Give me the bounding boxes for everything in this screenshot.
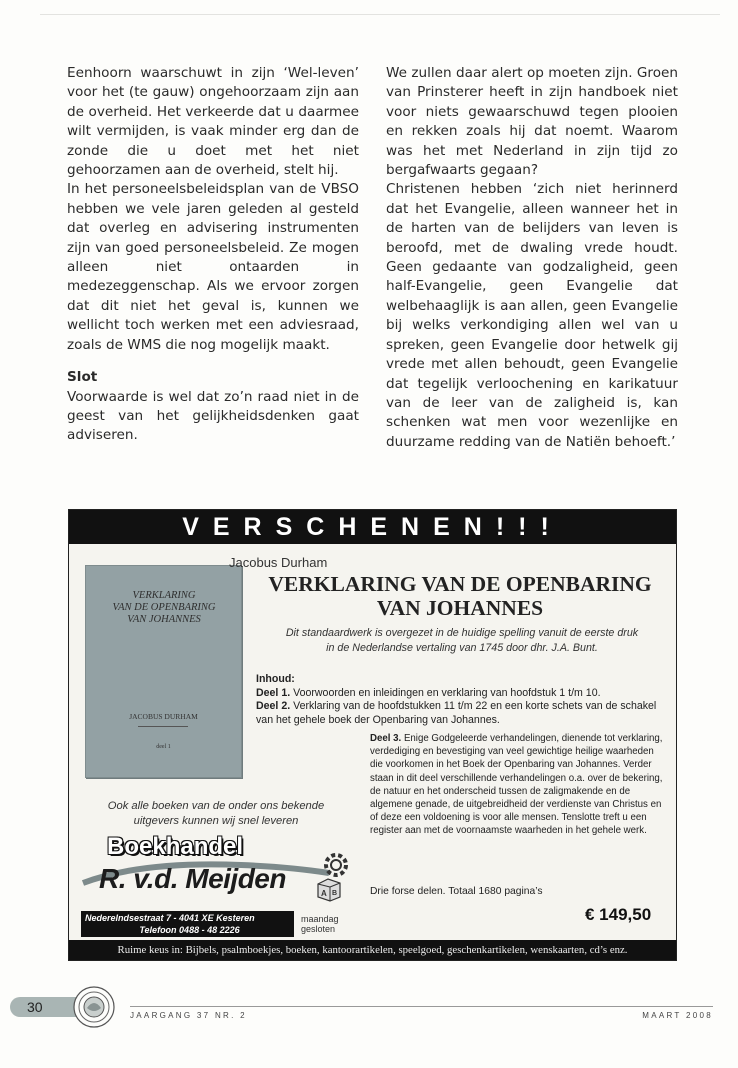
deel-text: Enige Godgeleerde verhandelingen, dienende tot verklaring, verdediging en bevestiging van veel gewichtige heilige waarheden die voorkomen in het Boek der Openbaring van Johannes. Verder staan in dit deel verschillende verhandelingen o.a. over de bekering, de natuur en het onderscheid tussen de zaligmakende en de algemene genade, de uitgebreidheid der verdienste van Christus en of deze een voldoening is voor alle mensen. Tenslotte treft u een register aan met de voornaamste waarheden in het gehele werk. <box>370 733 663 837</box>
svg-text:A: A <box>321 889 327 898</box>
issue-info: JAARGANG 37 NR. 2 <box>130 1011 247 1020</box>
toy-block-icon <box>314 878 342 902</box>
deel-label: Deel 2. <box>256 700 291 713</box>
subtitle-line: in de Nederlandse vertaling van 1745 door dhr. J.A. Bunt. <box>326 642 598 654</box>
article-column-left <box>67 64 359 446</box>
contents-item-deel1 <box>256 687 666 701</box>
hours-line: gesloten <box>301 924 336 934</box>
article-paragraph: Voorwaarde is wel dat zo’n raad niet in de geest van het gelijkheidsdenken gaat adviseren. <box>67 388 359 444</box>
subtitle-line: Dit standaardwerk is overgezet in de huidige spelling vanuit de eerste druk <box>285 627 639 639</box>
gear-icon <box>321 850 351 880</box>
article-paragraph: Eenhoorn waarschuwt in zijn ‘Wel-leven’ voor het (te gauw) ongehoorzaam zijn aan de overheid. Het verkeerde dat u daarmee wilt vermijden, is vaak minder erg dan de zonde die u doet met het niet gehoorzamen aan de overheid, stelt hij. <box>67 65 359 179</box>
book-title-line: VAN JOHANNES <box>376 596 544 620</box>
ad-banner: VERSCHENEN!!! <box>69 510 676 544</box>
svg-text:B: B <box>332 890 338 897</box>
contents-list <box>256 673 666 727</box>
hours-line: maandag <box>301 914 339 924</box>
issue-date: MAART 2008 <box>642 1011 713 1020</box>
contents-item-deel3 <box>370 732 667 838</box>
cover-author: JACOBUS DURHAM <box>129 712 198 721</box>
book-subtitle <box>257 626 667 656</box>
shop-logo <box>81 833 366 937</box>
book-title <box>251 572 669 620</box>
deel-label: Deel 3. <box>370 733 402 744</box>
advertisement <box>68 509 677 961</box>
shop-name: Boekhandel <box>107 833 244 860</box>
cover-volume: deel 1 <box>156 744 171 750</box>
deel-text: Verklaring van de hoofdstukken 11 t/m 22 en een korte schets van de schakel van het gehele boek der Openbaring van Johannes. <box>256 700 657 726</box>
note-line: uitgevers kunnen wij snel leveren <box>133 815 299 827</box>
address-line: Nederelndsestraat 7 - 4041 XE Kesteren <box>85 913 255 923</box>
footer-rule <box>130 1006 713 1007</box>
article-column-right <box>386 64 678 452</box>
shop-address <box>81 911 294 937</box>
article-paragraph: We zullen daar alert op moeten zijn. Groen van Prinsterer heeft in zijn handboek niet voor niets gewaarschuwd tegen plooien en rekken zoals hij dat noemt. Waarom was het met Nederland in zijn tijd zo bergafwaarts gegaan? <box>386 65 678 179</box>
page-number: 30 <box>27 999 43 1015</box>
page-footer <box>10 985 725 1025</box>
ad-footer-bar: Ruime keus in: Bijbels, psalmboekjes, boeken, kantoorartikelen, speelgoed, geschenkartikelen, wenskaarten, cd’s enz. <box>69 940 676 960</box>
article-paragraph: In het personeelsbeleidsplan van de VBSO hebben we vele jaren geleden al gesteld dat overleg en advisering instrumenten zijn van goed personeelsbeleid. Ze mogen alleen niet ontaarden in medezeggenschap. Als we ervoor zorgen dat dit niet het geval is, kunnen we wellicht toch werken met een adviesraad, zoals de WMS die nog mogelijk maakt. <box>67 181 359 353</box>
cover-title <box>94 590 234 626</box>
shop-name-secondary: R. v.d. Meijden <box>99 863 286 894</box>
cover-ornament <box>138 726 188 727</box>
delivery-note <box>85 799 347 829</box>
cover-title-line: VERKLARING <box>132 590 196 601</box>
note-line: Ook alle boeken van de onder ons bekende <box>107 800 325 812</box>
contents-item-deel2 <box>256 700 666 727</box>
seal-emblem <box>73 986 115 1028</box>
contents-heading: Inhoud: <box>256 673 295 685</box>
deel-text: Voorwoorden en inleidingen en verklaring van hoofdstuk 1 t/m 10. <box>293 686 601 699</box>
section-heading: Slot <box>67 369 98 386</box>
cover-title-line: VAN JOHANNES <box>127 614 201 625</box>
cover-title-line: VAN DE OPENBARING <box>112 602 216 613</box>
article-paragraph: Christenen hebben ‘zich niet herinnerd dat het Evangelie, alleen wanneer het in de harten van de belijders van leven is beroofd, met de dwaling vrede houdt. Geen gedaante van godzaligheid, geen half-Evangelie, geen Evangelie dat welbehaaglijk is aan allen, geen Evangelie bij welks verkondiging allen wel van u spreken, geen Evangelie door hetwelk gij vrede met allen behoudt, geen Evangelie dat tegelijk verloochening en karikatuur van de leer van de zaligheid is, kan schenken wat men voor wezenlijke en duurzame redding van de Natiën behoeft.’ <box>386 181 678 450</box>
deel-label: Deel 1. <box>256 686 291 699</box>
book-title-line: VERKLARING VAN DE OPENBARING <box>268 572 652 596</box>
book-cover <box>85 565 242 778</box>
opening-hours <box>301 914 339 934</box>
price: € 149,50 <box>585 905 652 924</box>
phone-line: Telefoon 0488 - 48 2226 <box>139 925 240 935</box>
top-rule <box>40 14 720 15</box>
page-total: Drie forse delen. Totaal 1680 pagina’s <box>370 886 543 897</box>
book-author: Jacobus Durham <box>229 555 328 570</box>
